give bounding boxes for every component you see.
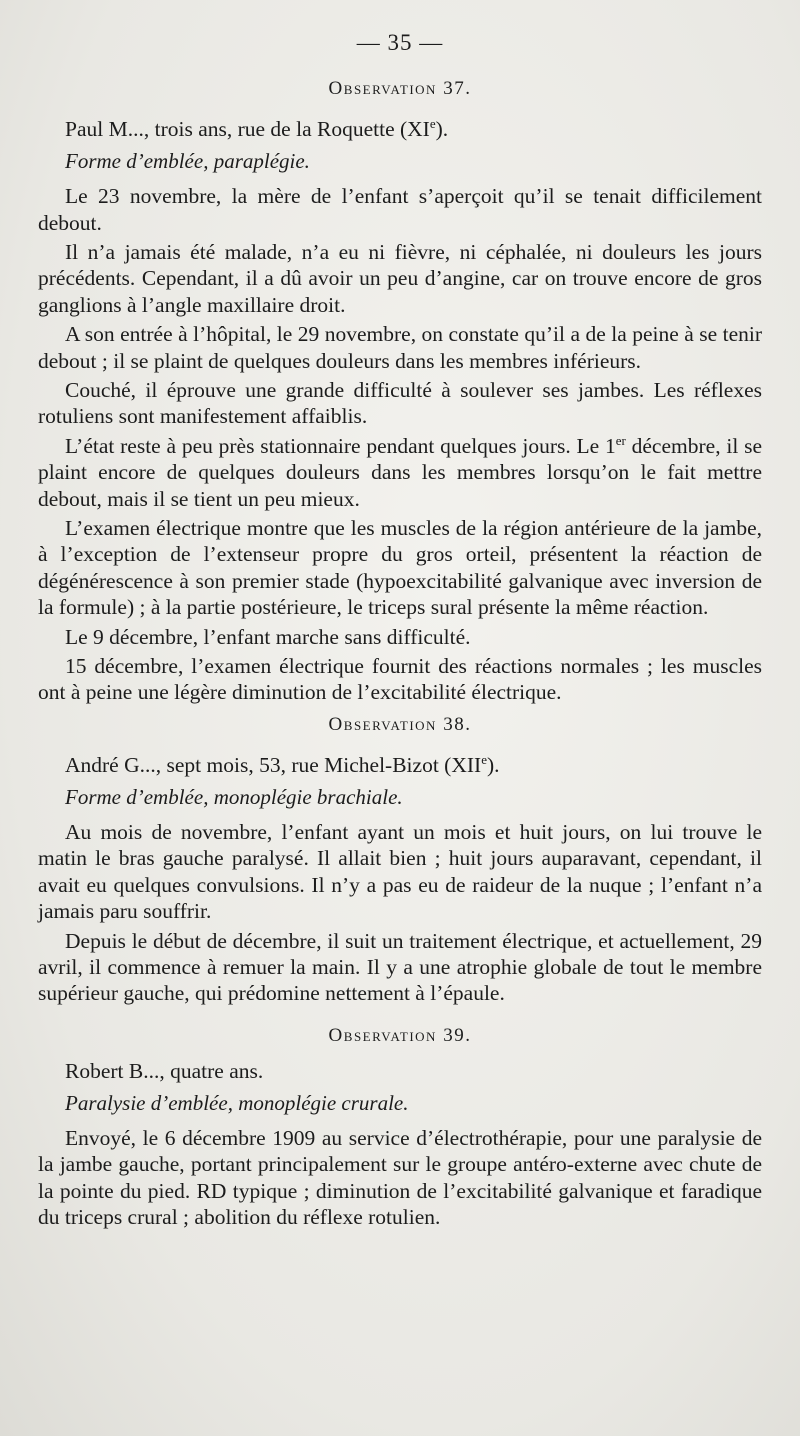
observation-heading: Observation 38.: [328, 713, 472, 735]
patient-line: André G..., sept mois, 53, rue Michel-Bizot (XIIe).: [65, 751, 500, 778]
form-line: Forme d’emblée, monoplégie brachiale.: [65, 785, 403, 810]
form-line: Paralysie d’emblée, monoplégie crurale.: [65, 1090, 409, 1115]
observation-39: [38, 1023, 762, 1231]
paragraph: Couché, il éprouve une grande difficulté à soulever ses jambes. Les réflexes rotuliens sont manifestement affaiblis.: [38, 378, 762, 429]
form-line: Forme d’emblée, paraplégie.: [65, 149, 310, 174]
paragraph: Le 9 décembre, l’enfant marche sans difficulté.: [65, 624, 471, 649]
paragraph: 15 décembre, l’examen électrique fournit des réactions normales ; les muscles ont à peine une légère diminution de l’excitabilité électrique.: [38, 654, 762, 705]
paragraph: Depuis le début de décembre, il suit un traitement électrique, et actuellement, 29 avril, il commence à remuer la main. Il y a une atrophie globale de tout le membre supérieur gauche, qui prédomine nettement à l’épaule.: [38, 928, 762, 1006]
paragraph: A son entrée à l’hôpital, le 29 novembre, on constate qu’il a de la peine à se tenir debout ; il se plaint de quelques douleurs dans les membres inférieurs.: [38, 322, 762, 373]
page-number: — 35 —: [356, 30, 444, 55]
observation-38: [38, 712, 762, 1007]
paragraph: L’examen électrique montre que les muscles de la région antérieure de la jambe, à l’exception de l’extenseur propre du gros orteil, présentent la réaction de dégénérescence à son premier stade (hypoexcitabilité galvanique avec inversion de la formule) ; à la partie postérieure, le triceps sural présente la même réaction.: [38, 516, 762, 620]
observation-heading: Observation 37.: [328, 78, 472, 99]
paragraph: L’état reste à peu près stationnaire pendant quelques jours. Le 1er décembre, il se plaint encore de quelques douleurs dans les membres lorsqu’on le fait mettre debout, mais il se tient un peu mieux.: [38, 432, 762, 511]
paragraph: Au mois de novembre, l’enfant ayant un mois et huit jours, on lui trouve le matin le bras gauche paralysé. Il allait bien ; huit jours auparavant, cependant, il avait eu quelques convulsions. Il n’y a pas eu de raideur de la nuque ; l’enfant n’a jamais paru souffrir.: [38, 820, 762, 924]
paragraph: Envoyé, le 6 décembre 1909 au service d’électrothérapie, pour une paralysie de la jambe gauche, portant principalement sur le groupe antéro-externe avec chute de la pointe du pied. RD typique ; diminution de l’excitabilité galvanique et faradique du triceps crural ; abolition du réflexe rotulien.: [38, 1125, 762, 1230]
paragraph: Il n’a jamais été malade, n’a eu ni fièvre, ni céphalée, ni douleurs les jours précédents. Cependant, il a dû avoir un peu d’angine, car on trouve encore de gros ganglions à l’angle maxillaire droit.: [38, 239, 762, 317]
observation-37: [38, 76, 762, 706]
patient-line: Paul M..., trois ans, rue de la Roquette (XIe).: [65, 116, 449, 142]
observation-heading: Observation 39.: [328, 1024, 472, 1046]
patient-line: Robert B..., quatre ans.: [65, 1058, 264, 1083]
paragraph: Le 23 novembre, la mère de l’enfant s’aperçoit qu’il se tenait difficilement debout.: [38, 184, 762, 235]
